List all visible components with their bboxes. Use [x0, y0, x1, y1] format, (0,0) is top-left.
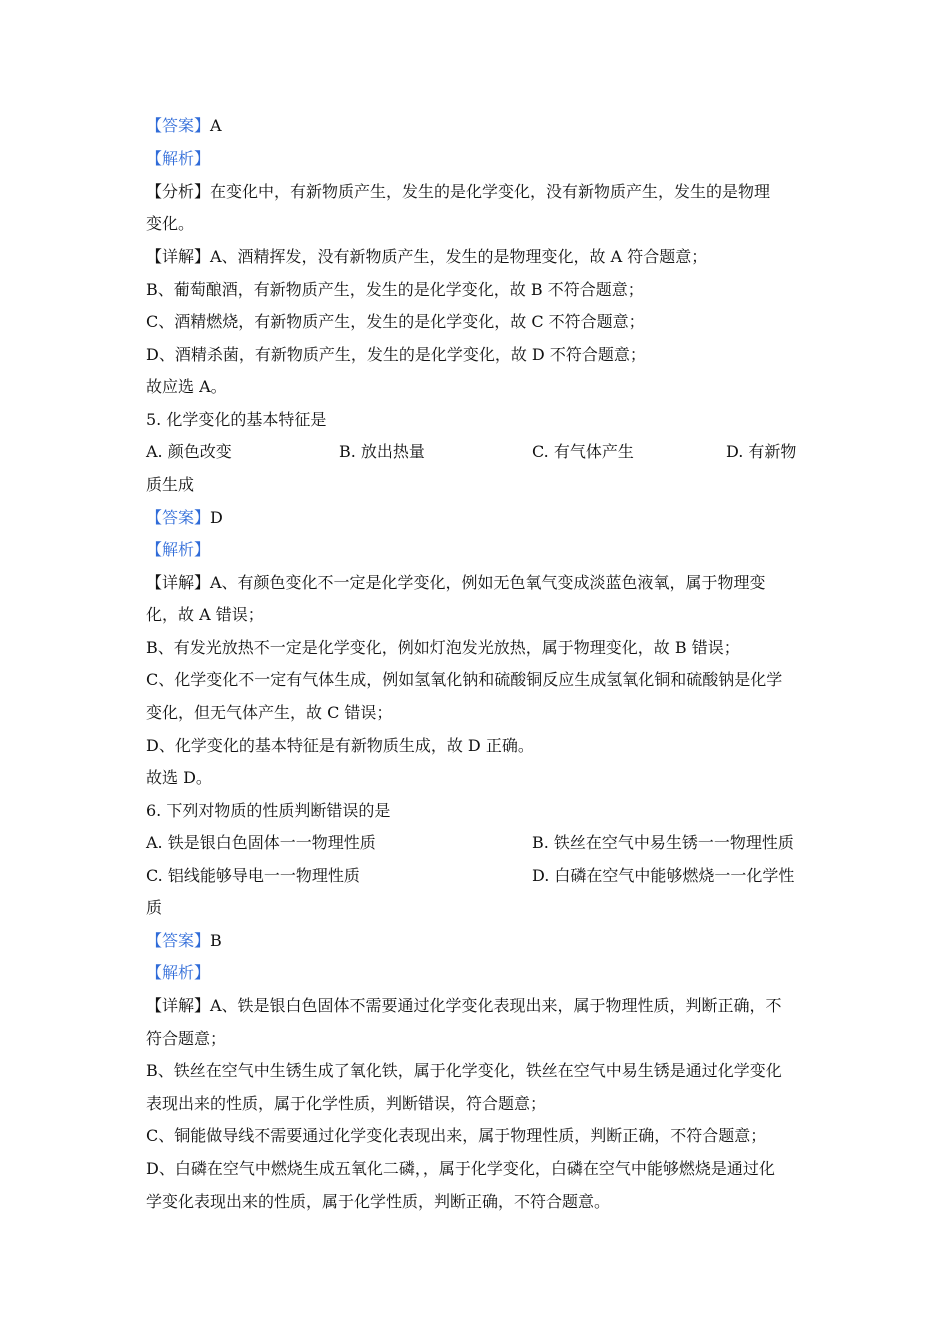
- q4-answer-line: [146, 115, 222, 137]
- q5-answer-value: D: [210, 508, 223, 527]
- q5-detail-a2: 化，故 A 错误；: [146, 605, 264, 624]
- q5-option-d-line2: 质生成: [146, 475, 195, 494]
- q4-answer-value: A: [210, 116, 222, 135]
- q5-option-a: A. 颜色改变: [146, 442, 232, 461]
- q4-conclusion: 故应选 A。: [146, 377, 227, 396]
- q5-analysis-tag: 【解析】: [146, 540, 211, 559]
- q4-fenxi-line1: 【分析】在变化中，有新物质产生，发生的是化学变化，没有新物质产生，发生的是物理: [146, 182, 771, 201]
- q6-option-d-line1: D. 白磷在空气中能够燃烧一一化学性: [532, 866, 795, 885]
- q5-option-d-line1: D. 有新物: [726, 442, 797, 461]
- q4-analysis-tag: 【解析】: [146, 149, 211, 168]
- q6-analysis-tag: 【解析】: [146, 963, 211, 982]
- q5-detail-c2: 变化，但无气体产生，故 C 错误；: [146, 703, 393, 722]
- q5-detail-b: B、有发光放热不一定是化学变化，例如灯泡发光放热，属于物理变化，故 B 错误；: [146, 638, 740, 657]
- q6-option-d-line2: 质: [146, 898, 163, 917]
- answer-tag: 【答案】: [146, 931, 211, 950]
- q6-answer-line: [146, 930, 222, 952]
- q4-detail-c: C、酒精燃烧，有新物质产生，发生的是化学变化，故 C 不符合题意；: [146, 312, 645, 331]
- q6-detail-b2: 表现出来的性质，属于化学性质，判断错误，符合题意；: [146, 1094, 547, 1113]
- q6-option-a: A. 铁是银白色固体一一物理性质: [146, 833, 376, 852]
- q5-detail-d: D、化学变化的基本特征是有新物质生成，故 D 正确。: [146, 736, 534, 755]
- q6-detail-c: C、铜能做导线不需要通过化学变化表现出来，属于物理性质，判断正确，不符合题意；: [146, 1126, 767, 1145]
- q5-answer-line: [146, 507, 223, 529]
- q6-answer-value: B: [210, 931, 222, 950]
- q6-option-b: B. 铁丝在空气中易生锈一一物理性质: [532, 833, 794, 852]
- q5-detail-a1: 【详解】A、有颜色变化不一定是化学变化，例如无色氧气变成淡蓝色液氧，属于物理变: [146, 573, 766, 592]
- q6-detail-d2: 学变化表现出来的性质，属于化学性质，判断正确，不符合题意。: [146, 1192, 611, 1211]
- q6-detail-d1: D、白磷在空气中燃烧生成五氧化二磷，，属于化学变化，白磷在空气中能够燃烧是通过化: [146, 1159, 775, 1178]
- q5-detail-c1: C、化学变化不一定有气体生成，例如氢氧化钠和硫酸铜反应生成氢氧化铜和硫酸钠是化学: [146, 670, 783, 689]
- q6-option-c: C. 铝线能够导电一一物理性质: [146, 866, 360, 885]
- q6-detail-a1: 【详解】A、铁是银白色固体不需要通过化学变化表现出来，属于物理性质，判断正确，不: [146, 996, 782, 1015]
- q5-option-b: B. 放出热量: [339, 442, 425, 461]
- q5-stem: 5. 化学变化的基本特征是: [146, 410, 327, 429]
- q5-option-c: C. 有气体产生: [532, 442, 634, 461]
- q4-detail-d: D、酒精杀菌，有新物质产生，发生的是化学变化，故 D 不符合题意；: [146, 345, 646, 364]
- q4-detail-a: 【详解】A、酒精挥发，没有新物质产生，发生的是物理变化，故 A 符合题意；: [146, 247, 708, 266]
- answer-tag: 【答案】: [146, 508, 211, 527]
- q6-detail-b1: B、铁丝在空气中生锈生成了氧化铁，属于化学变化，铁丝在空气中易生锈是通过化学变化: [146, 1061, 782, 1080]
- answer-tag: 【答案】: [146, 116, 211, 135]
- q4-fenxi-line2: 变化。: [146, 214, 195, 233]
- q5-conclusion: 故选 D。: [146, 768, 212, 787]
- q4-detail-b: B、葡萄酿酒，有新物质产生，发生的是化学变化，故 B 不符合题意；: [146, 280, 644, 299]
- q6-stem: 6. 下列对物质的性质判断错误的是: [146, 801, 391, 820]
- q6-detail-a2: 符合题意；: [146, 1029, 227, 1048]
